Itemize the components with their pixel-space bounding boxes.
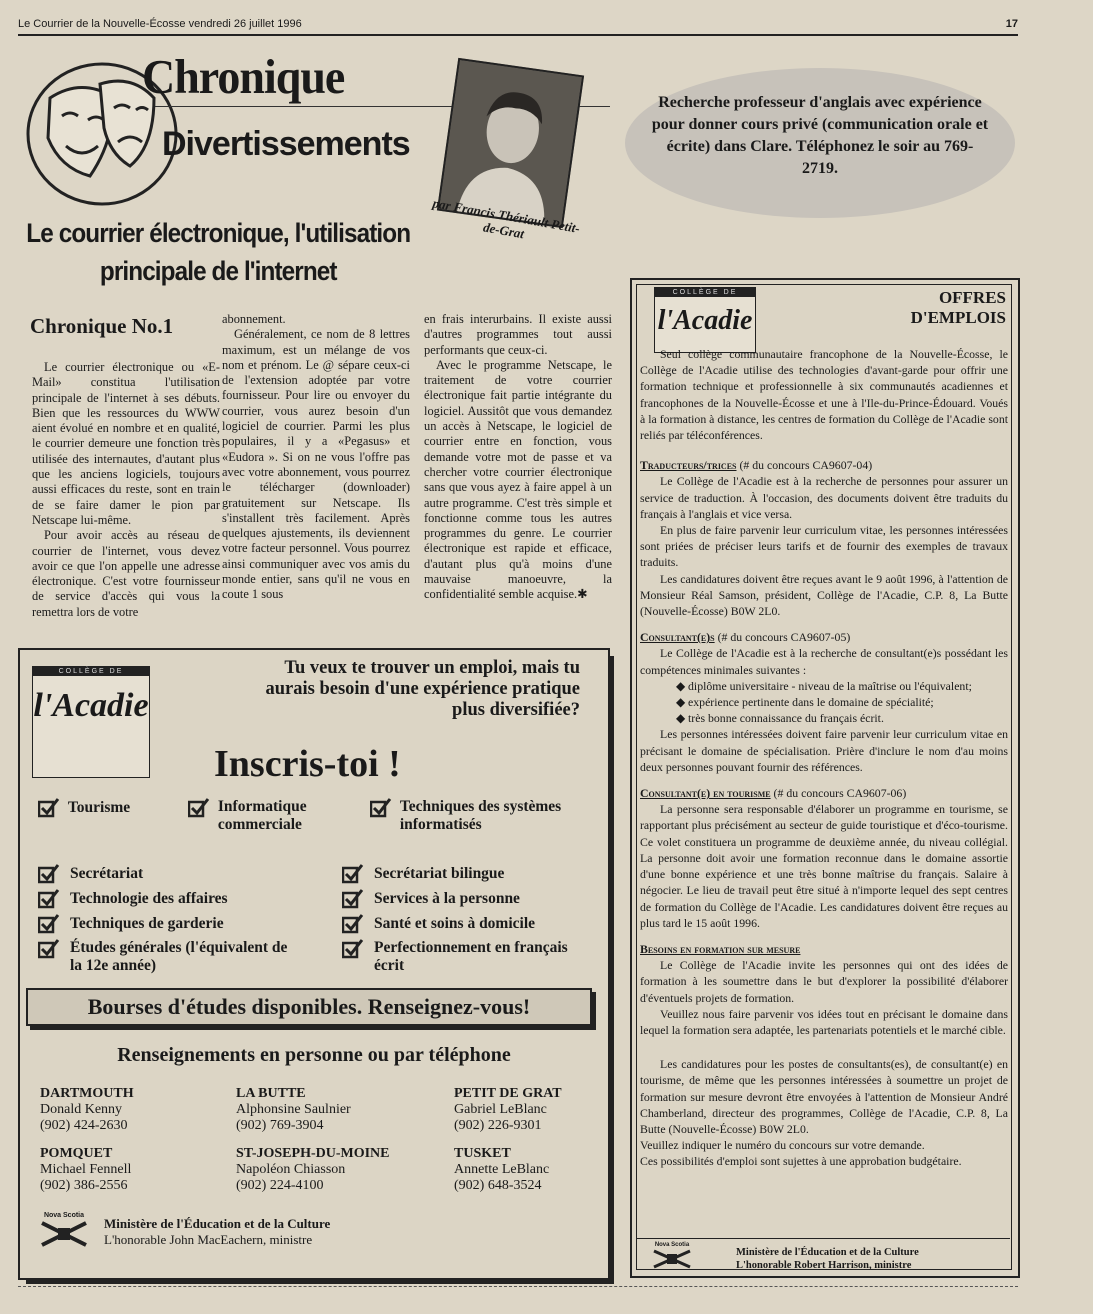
article-headline: [18, 214, 419, 290]
bourses-banner: Bourses d'études disponibles. Renseignez-vous!: [26, 988, 592, 1026]
logo-top-text: COLLÈGE DE: [33, 667, 149, 676]
contact-name: Napoléon Chiasson: [236, 1162, 346, 1177]
divider: [636, 1238, 1010, 1239]
column-title: Chronique: [142, 49, 345, 104]
bullet-item: ◆ très bonne connaissance du français écrit.: [676, 711, 884, 726]
contact-name: Michael Fennell: [40, 1162, 132, 1177]
checkbox-icon: [342, 914, 364, 934]
column-subtitle: Divertissements: [162, 125, 410, 163]
paragraph: Pour avoir accès au réseau de courrier de l'internet, vous devez avoir ce que l'on appelle une adresse électronique. C'est votre fournisseur de service d'accès qui vous la remettra lors de votre: [32, 528, 220, 619]
contact-phone: (902) 648-3524: [454, 1178, 542, 1193]
bullet-text: très bonne connaissance du français écrit.: [688, 711, 884, 726]
program-item: [38, 864, 318, 889]
logo-top-text: COLLÈGE DE: [655, 288, 755, 297]
bullet-item: ◆ diplôme universitaire - niveau de la maîtrise ou l'équivalent;: [676, 678, 972, 693]
program-label: Tourisme: [67, 798, 131, 816]
intro-paragraph: Seul collège communautaire francophone de la Nouvelle-Écosse, le Collège de l'Acadie utilise des technologies d'avant-garde pour offrir une formation technique et professionnelle à six communautés acadiennes et francophones de la Nouvelle-Écosse et une à l'Ile-du-Prince-Édouard. Voués à la formation à distance, les centres de formation du Collège de l'Acadie sont reliés par téléconférences.: [640, 347, 1008, 443]
paragraph: La personne sera responsable d'élaborer un programme en tourisme, se rapportant plus précisément au secteur de guide touristique et d'éco-tourisme. Ce volet constituera un programme de deuxième année, du niveau collégial. La personne doit avoir une formation reconnue dans le domaine assortie d'une bonne expérience et une très bonne maîtrise du français. Salaire à négocier. Le lieu de travail peut être situé à n'importe lequel des sept centres de formation du Collège de l'Acadie. Les candidatures doivent être reçues au plus tard le 15 août 1996.: [640, 802, 1008, 930]
program-item: [342, 939, 602, 979]
contact-card: [40, 1086, 134, 1134]
nova-scotia-logo: [650, 1242, 694, 1272]
headline-line-2: principale de l'internet: [99, 256, 337, 286]
contact-phone: (902) 386-2556: [40, 1178, 128, 1193]
checkbox-icon: [342, 889, 364, 909]
paragraph: Le courrier électronique ou «E-Mail» constitua l'utilisation principale de l'internet à ses débuts. Bien que les ressources du WWW aient évolué en nombre et en qualité, le courrier demeure une fonction très utilisée des internautes, d'autant plus que les anciens logiciels, toujours aussi efficaces du reste, sont en train de se faire damer le pion par Netscape lui-même.: [32, 360, 220, 527]
paragraph: Le Collège de l'Acadie invite les personnes qui ont des idées de formation à les soumettre dans le but d'explorer la possibilité d'élaborer d'éventuels projets de formation.: [640, 958, 1008, 1005]
job-offers-body: [640, 346, 1008, 1170]
paragraph: Le Collège de l'Acadie est à la recherche de personnes pour assurer un service de traduction. À l'occasion, des documents doivent être traduits du français à l'anglais et vice versa.: [640, 474, 1008, 521]
ad-cta: Inscris-toi !: [214, 743, 401, 785]
job-offers-title-line-2: D'EMPLOIS: [910, 308, 1006, 327]
paragraph: En plus de faire parvenir leur curriculum vitae, les personnes intéressées sont priées de préciser leurs tarifs et de fournir des exemples de travaux traduits.: [640, 523, 1008, 570]
contact-city: LA BUTTE: [236, 1086, 306, 1101]
page-number: 17: [1005, 18, 1018, 30]
program-label: Technologie des affaires: [70, 889, 228, 907]
contact-card: [454, 1146, 549, 1194]
checkbox-icon: [342, 864, 364, 884]
minister-name: L'honorable John MacEachern, ministre: [104, 1232, 313, 1247]
contact-name: Donald Kenny: [40, 1102, 123, 1117]
job-offers-title-line-1: OFFRES: [938, 288, 1006, 307]
contact-city: POMQUET: [40, 1146, 113, 1161]
cut-line: [18, 1286, 1018, 1287]
paragraph: Les personnes intéressées doivent faire parvenir leur curriculum vitae en précisant le domaine de spécialisation. Prière d'inclure le nom d'au moins deux personnes pouvant fournir des références.: [640, 727, 1008, 774]
college-ad: [18, 648, 610, 1280]
contact-city: PETIT DE GRAT: [454, 1086, 562, 1101]
paragraph: Généralement, ce nom de 8 lettres maximum, est un mélange de vos nom et prénom. Le @ sépare ceux-ci de l'extension adoptée par votre fournisseur. Pour lire ou envoyer du courrier, vous aurez besoin d'un logiciel de courrier. Parmi les plus populaires, il y a «Pegasus» et «Eudora ». Si on ne vous l'offre pas avec votre abonnement, vous pourrez le télécharger (downloader) gratuitement sur Netscape. Ils s'installent très facilement. Après quelques ajustements, ils deviennent votre facteur personnel. Vous pourrez ainsi communiquer avec vos amis du monde entier, sans qu'il ne vous en coute 1 sous: [222, 327, 410, 602]
nova-scotia-flag-icon: [38, 1219, 90, 1249]
paragraph: Ces possibilités d'emploi sont sujettes à une approbation budgétaire.: [640, 1154, 962, 1169]
logo-main-text: l'Acadie: [657, 305, 753, 336]
section-heading: Consultant(e) en tourisme: [640, 786, 771, 801]
program-item: [370, 798, 600, 834]
section-heading: Traducteurs/trices: [640, 458, 737, 473]
contact-city: DARTMOUTH: [40, 1086, 134, 1101]
contact-phone: (902) 769-3904: [236, 1118, 324, 1133]
section-heading: Chronique No.1: [30, 314, 174, 338]
program-item: [38, 798, 178, 818]
program-item: [342, 864, 602, 889]
ministry-name: Ministère de l'Éducation et de la Culture: [736, 1247, 919, 1258]
contact-city: TUSKET: [454, 1146, 511, 1161]
program-item: [38, 889, 318, 914]
checkbox-icon: [342, 939, 364, 959]
logo-main-text: l'Acadie: [33, 687, 149, 724]
competition-number: (# du concours CA9607-06): [770, 786, 907, 801]
ad-pitch: Tu veux te trouver un emploi, mais tu aurais besoin d'une expérience pratique plus diversifiée?: [265, 658, 580, 720]
ministry-credit: [736, 1246, 919, 1272]
bullet-text: expérience pertinente dans le domaine de spécialité;: [688, 695, 934, 710]
competition-number: (# du concours CA9607-05): [714, 630, 851, 645]
nova-scotia-logo: [38, 1212, 90, 1252]
bullet-text: diplôme universitaire - niveau de la maîtrise ou l'équivalent;: [688, 678, 972, 693]
checkbox-icon: [38, 889, 60, 909]
program-item: [342, 914, 602, 939]
program-label: Secrétariat: [70, 864, 144, 882]
contact-phone: (902) 424-2630: [40, 1118, 128, 1133]
headline-line-1: Le courrier électronique, l'utilisation: [26, 218, 411, 248]
nova-scotia-logo-text: Nova Scotia: [654, 1242, 690, 1248]
program-label: Études générales (l'équivalent de la 12e année): [70, 939, 288, 974]
contact-city: ST-JOSEPH-DU-MOINE: [236, 1146, 390, 1161]
contact-phone: (902) 224-4100: [236, 1178, 324, 1193]
nova-scotia-logo-text: Nova Scotia: [43, 1212, 85, 1219]
program-list-left: [38, 864, 318, 979]
contact-name: Alphonsine Saulnier: [236, 1102, 351, 1117]
checkbox-icon: [38, 914, 60, 934]
contact-card: [236, 1086, 351, 1134]
paragraph: Le Collège de l'Acadie est à la recherche de consultant(e)s possédant les compétences minimales suivantes :: [640, 646, 1008, 677]
college-logo-small: [654, 287, 756, 353]
program-label: Techniques des systèmes informatisés: [399, 798, 562, 833]
contact-name: Gabriel LeBlanc: [454, 1102, 547, 1117]
program-label: Techniques de garderie: [70, 914, 224, 932]
paragraph: en frais interurbains. Il existe aussi d'autres programmes tout aussi performants que ceux-ci.: [424, 312, 612, 357]
minister-name: L'honorable Robert Harrison, ministre: [736, 1260, 912, 1271]
article-column-1: [32, 360, 220, 620]
paragraph: Les candidatures doivent être reçues avant le 9 août 1996, à l'attention de Monsieur Réal Samson, président, Collège de l'Acadie, C.P. 8, La Butte (Nouvelle-Écosse) B0W 2L0.: [640, 571, 1008, 619]
paragraph: Les candidatures pour les postes de consultants(es), de consultant(e) en tourisme, de même que les personnes intéressées à soumettre un projet de formation sur mesure devront être envoyées à l'attention de Monsieur André Chamberland, directeur des programmes, Collège de l'Acadie, C.P. 8, La Butte (Nouvelle-Écosse) B0W 2L0.: [640, 1057, 1008, 1136]
nova-scotia-flag-icon: [650, 1248, 694, 1270]
tutor-ad-text: Recherche professeur d'anglais avec expérience pour donner cours privé (communication orale et écrite) dans Clare. Téléphonez le soir au 769-2719.: [651, 94, 989, 177]
ministry-credit: [104, 1216, 330, 1248]
section-heading: Consultant(e)s: [640, 630, 715, 645]
college-logo: [32, 666, 150, 778]
program-label: Secrétariat bilingue: [374, 864, 505, 882]
contact-name: Annette LeBlanc: [454, 1162, 550, 1177]
byline: par Francis Thériault Petit-de-Grat: [431, 195, 582, 242]
bullet-item: ◆ expérience pertinente dans le domaine de spécialité;: [676, 695, 934, 710]
header-dateline: Le Courrier de la Nouvelle-Écosse vendredi 26 juillet 1996: [18, 18, 302, 30]
contact-card: [454, 1086, 562, 1134]
program-label: Informatique commerciale: [217, 798, 307, 833]
job-offers-title: [860, 288, 1006, 328]
section-heading: Besoins en formation sur mesure: [640, 941, 801, 956]
contact-title: Renseignements en personne ou par téléphone: [117, 1044, 511, 1066]
contact-card: [40, 1146, 131, 1194]
contact-phone: (902) 226-9301: [454, 1118, 542, 1133]
checkbox-icon: [38, 798, 60, 818]
program-item: [38, 939, 318, 979]
competition-number: (# du concours CA9607-04): [736, 458, 873, 473]
checkbox-icon: [370, 798, 392, 818]
program-item: [188, 798, 348, 834]
program-label: Santé et soins à domicile: [374, 914, 536, 932]
checkbox-icon: [38, 939, 60, 959]
program-item: [342, 889, 602, 914]
checkbox-icon: [188, 798, 210, 818]
paragraph: Veuillez indiquer le numéro du concours sur votre demande.: [640, 1138, 925, 1153]
article-column-3: [424, 312, 612, 603]
page-header: [18, 18, 1018, 36]
paragraph: abonnement.: [222, 312, 286, 326]
contact-card: [236, 1146, 390, 1194]
program-label: Services à la personne: [374, 889, 520, 907]
checkbox-icon: [38, 864, 60, 884]
ministry-name: Ministère de l'Éducation et de la Culture: [104, 1216, 331, 1231]
program-label: Perfectionnement en français écrit: [374, 939, 568, 974]
program-list-right: [342, 864, 602, 979]
article-column-2: [222, 312, 410, 603]
paragraph: Avec le programme Netscape, le traitement de votre courrier électronique fait partie intégrante du logiciel. Aussitôt que vous demandez un accès à Netscape, le logiciel de courrier entre en fonction, vous demande votre mot de passe et va chercher votre courrier électronique sans que vous ayez à faire appel à un autre programme. C'est très simple et fonctionne comme tous les autres programmes du genre. Le courrier électronique est rapide et efficace, d'autant plus qu'à moins d'une mauvaise manoeuvre, la confidentialité semble acquise.✱: [424, 357, 612, 602]
paragraph: Veuillez nous faire parvenir vos idées tout en précisant le domaine dans lequel la formation sera adaptée, les partenariats potentiels et le marché cible.: [640, 1006, 1008, 1037]
program-item: [38, 914, 318, 939]
